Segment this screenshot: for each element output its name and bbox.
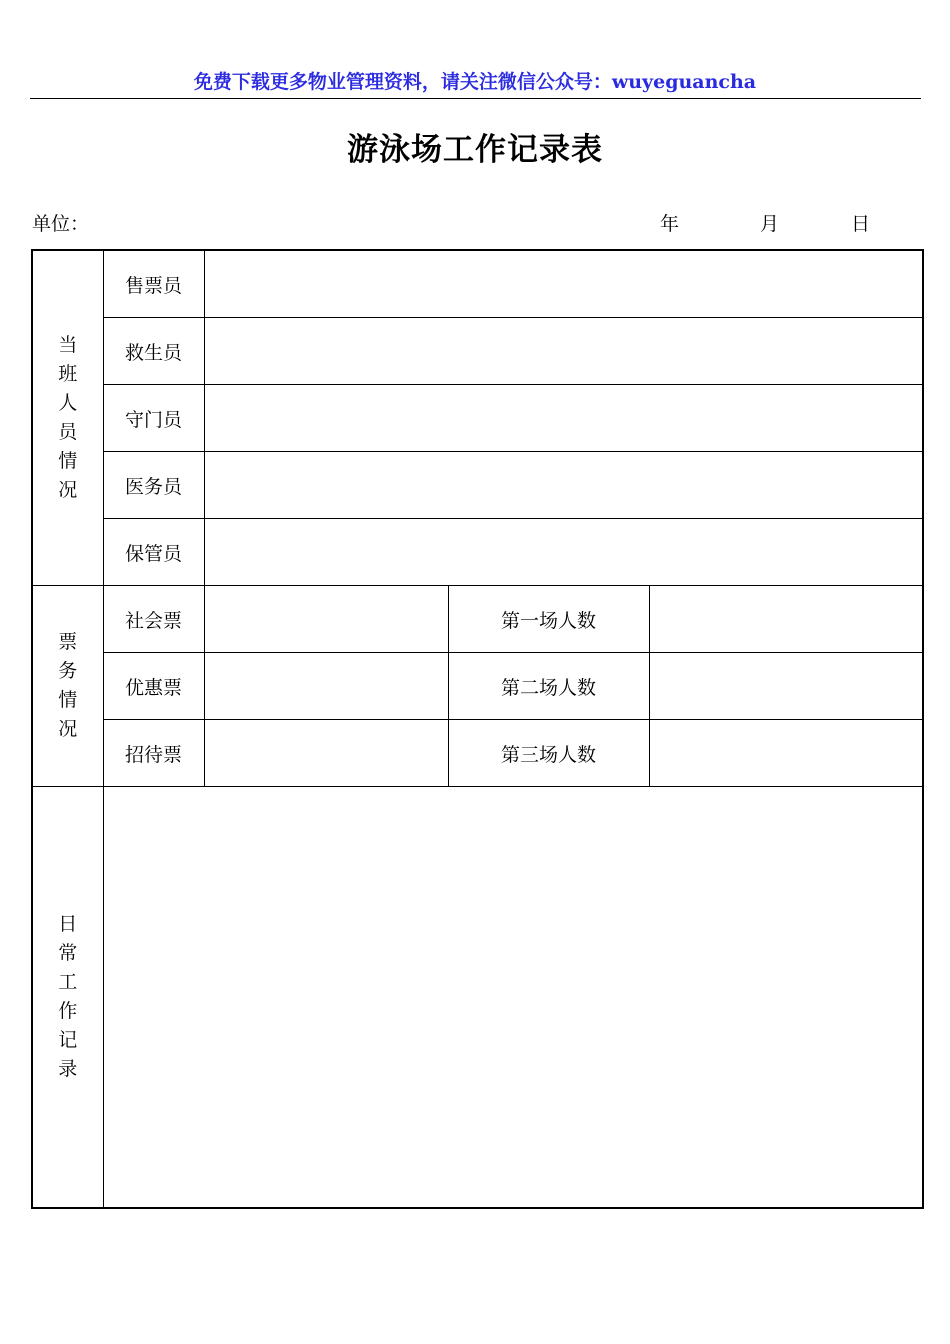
ticket-count-field[interactable] xyxy=(204,586,448,653)
ticket-section-label-text: 票务情况 xyxy=(58,631,78,740)
promo-banner: 免费下载更多物业管理资料，请关注微信公众号：wuyeguancha xyxy=(193,71,757,93)
session-count-label: 第一场人数 xyxy=(448,586,649,653)
staff-name-field[interactable] xyxy=(204,250,923,318)
ticket-count-field[interactable] xyxy=(204,653,448,720)
staff-name-field[interactable] xyxy=(204,385,923,452)
log-section-label-text: 日常工作记录 xyxy=(58,913,78,1080)
session-count-field[interactable] xyxy=(649,653,923,720)
staff-role-label: 守门员 xyxy=(103,385,204,452)
staff-role-label: 保管员 xyxy=(103,519,204,586)
record-table xyxy=(31,249,924,1209)
session-count-field[interactable] xyxy=(649,586,923,653)
month-label: 月 xyxy=(760,213,780,235)
ticket-type-label: 优惠票 xyxy=(103,653,204,720)
staff-role-label: 售票员 xyxy=(103,250,204,318)
staff-name-field[interactable] xyxy=(204,318,923,385)
session-count-label: 第三场人数 xyxy=(448,720,649,787)
header-rule xyxy=(30,98,921,99)
staff-row xyxy=(32,452,923,519)
ticket-type-label: 招待票 xyxy=(103,720,204,787)
staff-role-label: 救生员 xyxy=(103,318,204,385)
log-section-label xyxy=(32,787,103,1209)
staff-row xyxy=(32,318,923,385)
staff-role-label: 医务员 xyxy=(103,452,204,519)
document-title: 游泳场工作记录表 xyxy=(347,132,603,168)
staff-row xyxy=(32,385,923,452)
staff-section-label xyxy=(32,250,103,586)
session-count-label: 第二场人数 xyxy=(448,653,649,720)
staff-row xyxy=(32,519,923,586)
staff-section-label-text: 当班人员情况 xyxy=(58,334,78,501)
ticket-row xyxy=(32,653,923,720)
ticket-row xyxy=(32,720,923,787)
unit-label: 单位： xyxy=(32,213,90,235)
staff-row xyxy=(32,250,923,318)
ticket-section-label xyxy=(32,586,103,787)
day-label: 日 xyxy=(851,213,871,235)
ticket-row xyxy=(32,586,923,653)
session-count-field[interactable] xyxy=(649,720,923,787)
year-label: 年 xyxy=(660,213,680,235)
ticket-count-field[interactable] xyxy=(204,720,448,787)
log-row xyxy=(32,787,923,1209)
ticket-type-label: 社会票 xyxy=(103,586,204,653)
staff-name-field[interactable] xyxy=(204,519,923,586)
staff-name-field[interactable] xyxy=(204,452,923,519)
daily-log-field[interactable] xyxy=(103,787,923,1209)
